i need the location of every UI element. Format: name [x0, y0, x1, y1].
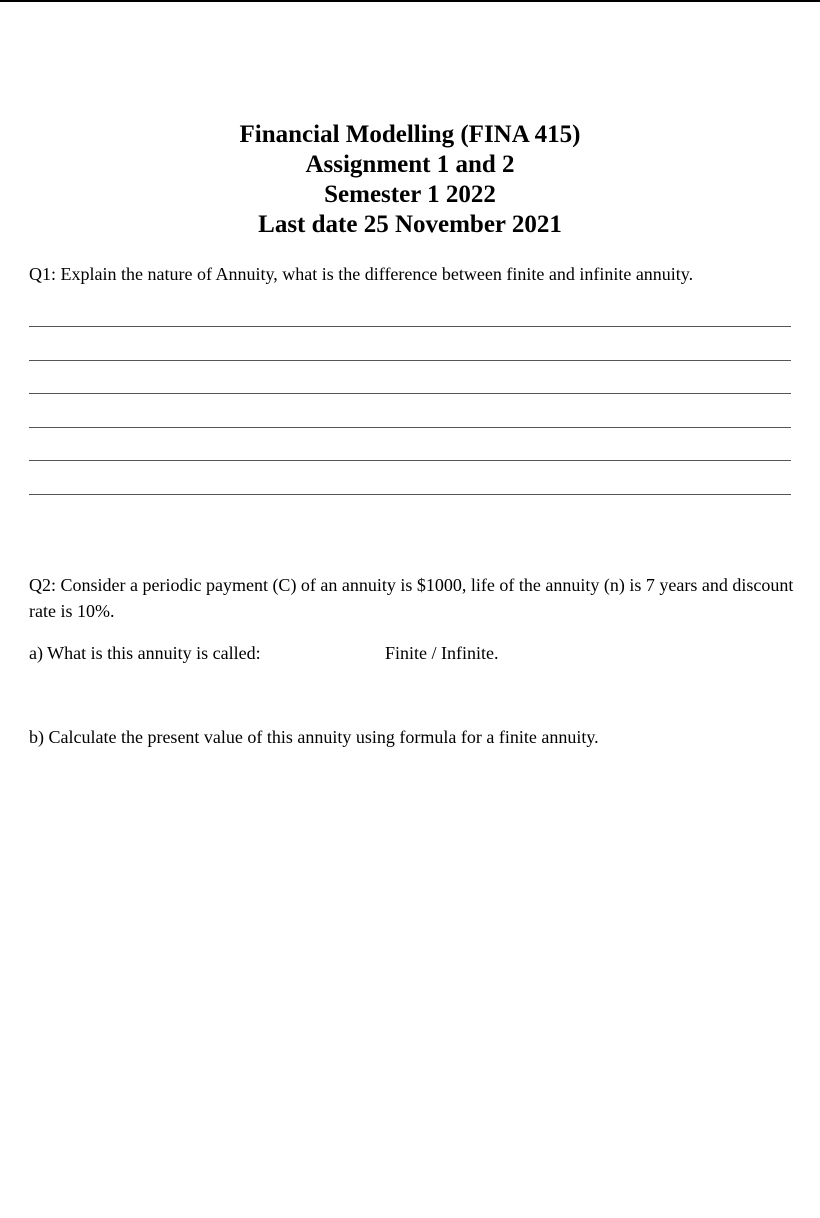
question-2b: b) Calculate the present value of this annuity using formula for a finite annuity. — [29, 727, 599, 747]
question-2a-options: Finite / Infinite. — [385, 643, 499, 663]
question-2a-text: a) What is this annuity is called: — [29, 643, 261, 663]
course-title: Financial Modelling (FINA 415) — [239, 121, 581, 148]
answer-line[interactable] — [29, 460, 791, 461]
document-header — [0, 120, 820, 240]
question-1: Q1: Explain the nature of Annuity, what is the difference between finite and infinite annuity. — [29, 264, 694, 284]
top-border — [0, 0, 820, 2]
answer-line[interactable] — [29, 427, 791, 428]
answer-line[interactable] — [29, 494, 791, 495]
deadline-title: Last date 25 November 2021 — [258, 211, 562, 238]
answer-line[interactable] — [29, 360, 791, 361]
q1-answer-lines — [29, 326, 791, 527]
answer-line[interactable] — [29, 326, 791, 327]
semester-title: Semester 1 2022 — [324, 181, 496, 208]
question-2a — [29, 641, 799, 665]
question-2: Q2: Consider a periodic payment (C) of an annuity is $1000, life of the annuity (n) is 7 years and discount rate is 10%. — [29, 575, 794, 621]
assignment-title: Assignment 1 and 2 — [305, 151, 515, 178]
answer-line[interactable] — [29, 393, 791, 394]
